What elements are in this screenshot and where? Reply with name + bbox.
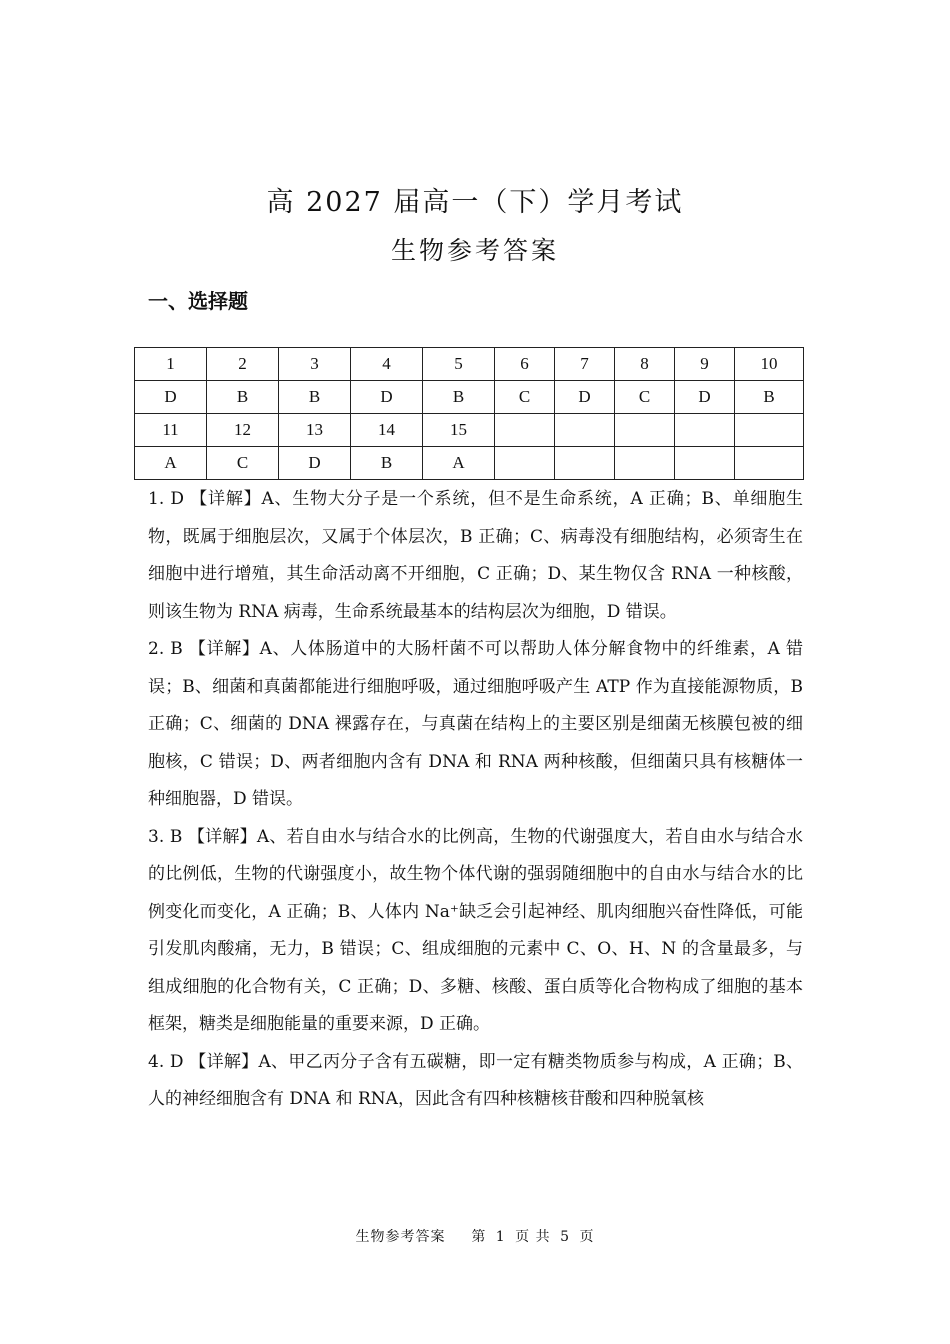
table-cell [675, 414, 735, 447]
table-cell: B [279, 381, 351, 414]
footer-total-pages: 5 [560, 1229, 570, 1245]
table-cell [495, 447, 555, 480]
table-cell: 9 [675, 348, 735, 381]
table-cell: B [351, 447, 423, 480]
table-cell: 14 [351, 414, 423, 447]
footer-page-middle: 页 共 [515, 1229, 551, 1245]
table-cell: D [675, 381, 735, 414]
table-cell [555, 414, 615, 447]
table-cell [495, 414, 555, 447]
answer-table [134, 347, 804, 480]
explanation-paragraph: 4. D 【详解】A、甲乙丙分子含有五碳糖，即一定有糖类物质参与构成，A 正确；B、人的神经细胞含有 DNA 和 RNA，因此含有四种核糖核苷酸和四种脱氧核 [148, 1051, 803, 1109]
document-subtitle: 生物参考答案 [390, 236, 559, 265]
table-cell: D [279, 447, 351, 480]
table-cell [615, 414, 675, 447]
question-number-row [135, 414, 804, 447]
table-cell: 1 [135, 348, 207, 381]
table-cell: A [135, 447, 207, 480]
table-cell: D [555, 381, 615, 414]
table-cell [735, 414, 804, 447]
explanation-section [148, 481, 803, 1119]
table-cell: B [423, 381, 495, 414]
table-cell: A [423, 447, 495, 480]
question-number-row [135, 348, 804, 381]
table-cell [615, 447, 675, 480]
document-title: 高 2027 届高一（下）学月考试 [266, 187, 684, 218]
table-cell: 15 [423, 414, 495, 447]
table-cell: 10 [735, 348, 804, 381]
answer-row [135, 447, 804, 480]
answer-row [135, 381, 804, 414]
footer-label: 生物参考答案 [355, 1229, 446, 1245]
table-cell: 5 [423, 348, 495, 381]
explanation-paragraph: 1. D 【详解】A、生物大分子是一个系统，但不是生命系统，A 正确；B、单细胞生物，既属于细胞层次，又属于个体层次，B 正确；C、病毒没有细胞结构，必须寄生在细胞中进行增殖，其生命活动离不开细胞，C 正确；D、某生物仅含 RNA 一种核酸，则该生物为 RNA 病毒，生命系统最基本的结构层次为细胞，D 错误。 [148, 489, 803, 622]
explanation-paragraph: 2. B 【详解】A、人体肠道中的大肠杆菌不可以帮助人体分解食物中的纤维素，A 错误；B、细菌和真菌都能进行细胞呼吸，通过细胞呼吸产生 ATP 作为直接能源物质，B 正确；C、细菌的 DNA 裸露存在，与真菌在结构上的主要区别是细菌无核膜包被的细胞核，C 错误；D、两者细胞内含有 DNA 和 RNA 两种核酸，但细菌只具有核糖体一种细胞器，D 错误。 [148, 639, 803, 809]
table-cell: C [615, 381, 675, 414]
table-cell [735, 447, 804, 480]
table-cell: 2 [207, 348, 279, 381]
table-cell: 13 [279, 414, 351, 447]
table-cell: 7 [555, 348, 615, 381]
footer-page-number: 1 [495, 1229, 506, 1245]
page-footer [0, 1226, 950, 1246]
table-cell: C [207, 447, 279, 480]
table-cell: C [495, 381, 555, 414]
table-cell: 6 [495, 348, 555, 381]
table-cell: B [207, 381, 279, 414]
table-cell: 3 [279, 348, 351, 381]
table-cell: 12 [207, 414, 279, 447]
table-cell: 8 [615, 348, 675, 381]
table-cell: D [135, 381, 207, 414]
footer-page-prefix: 第 [471, 1229, 487, 1245]
section-heading: 一、选择题 [148, 289, 248, 313]
table-cell [675, 447, 735, 480]
table-cell: 11 [135, 414, 207, 447]
table-cell [555, 447, 615, 480]
footer-page-suffix: 页 [579, 1229, 595, 1245]
table-cell: D [351, 381, 423, 414]
table-cell: B [735, 381, 804, 414]
table-cell: 4 [351, 348, 423, 381]
explanation-paragraph: 3. B 【详解】A、若自由水与结合水的比例高，生物的代谢强度大，若自由水与结合水的比例低，生物的代谢强度小，故生物个体代谢的强弱随细胞中的自由水与结合水的比例变化而变化，A 正确；B、人体内 Na⁺缺乏会引起神经、肌肉细胞兴奋性降低，可能引发肌肉酸痛，无力，B 错误；C、组成细胞的元素中 C、O、H、N 的含量最多，与组成细胞的化合物有关，C 正确；D、多糖、核酸、蛋白质等化合物构成了细胞的基本框架，糖类是细胞能量的重要来源，D 正确。 [148, 826, 803, 1034]
